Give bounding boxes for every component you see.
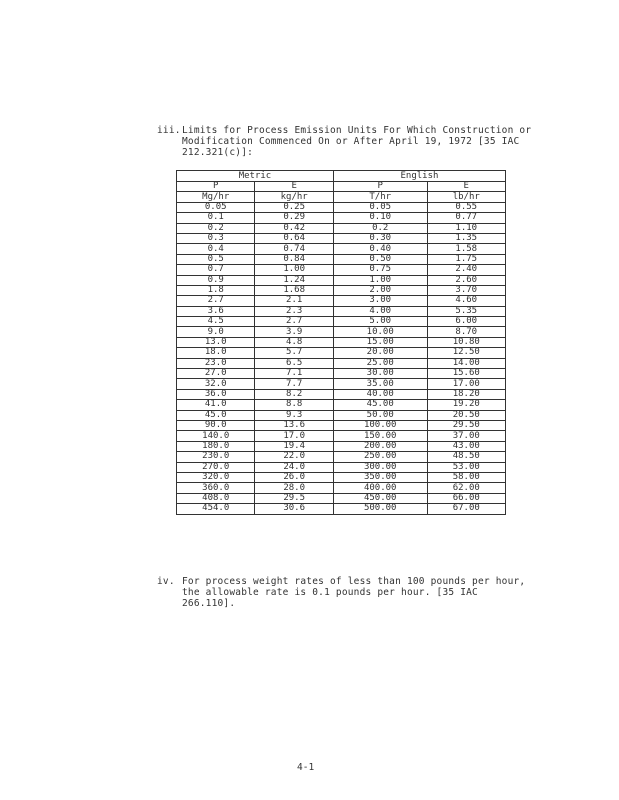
column-header: E bbox=[255, 182, 333, 192]
table-cell: 0.2 bbox=[333, 223, 427, 233]
table-cell: 25.00 bbox=[333, 358, 427, 368]
table-cell: 5.35 bbox=[427, 306, 506, 316]
table-cell: 1.10 bbox=[427, 223, 506, 233]
table-row bbox=[177, 410, 506, 420]
table-row bbox=[177, 306, 506, 316]
table-row bbox=[177, 285, 506, 295]
table-cell: 29.5 bbox=[255, 493, 333, 503]
table-cell: 58.00 bbox=[427, 472, 506, 482]
table-cell: 100.00 bbox=[333, 420, 427, 430]
table-cell: 1.24 bbox=[255, 275, 333, 285]
table-cell: 50.00 bbox=[333, 410, 427, 420]
table-cell: 12.50 bbox=[427, 348, 506, 358]
table-cell: 20.00 bbox=[333, 348, 427, 358]
table-cell: 28.0 bbox=[255, 483, 333, 493]
table-cell: 24.0 bbox=[255, 462, 333, 472]
table-cell: 9.0 bbox=[177, 327, 255, 337]
table-cell: 5.00 bbox=[333, 317, 427, 327]
table-cell: 1.68 bbox=[255, 285, 333, 295]
table-cell: 40.00 bbox=[333, 389, 427, 399]
table-row bbox=[177, 420, 506, 430]
table-cell: 35.00 bbox=[333, 379, 427, 389]
table-cell: 0.84 bbox=[255, 254, 333, 264]
table-cell: 19.20 bbox=[427, 400, 506, 410]
table-cell: 17.00 bbox=[427, 379, 506, 389]
page-number: 4-1 bbox=[297, 762, 315, 773]
table-cell: 7.7 bbox=[255, 379, 333, 389]
table-cell: 41.0 bbox=[177, 400, 255, 410]
table-row bbox=[177, 431, 506, 441]
table-cell: 13.6 bbox=[255, 420, 333, 430]
table-cell: 48.50 bbox=[427, 452, 506, 462]
table-cell: 0.75 bbox=[333, 265, 427, 275]
table-cell: 15.60 bbox=[427, 369, 506, 379]
table-cell: 2.1 bbox=[255, 296, 333, 306]
unit-header: Mg/hr bbox=[177, 192, 255, 202]
table-row bbox=[177, 400, 506, 410]
table-row bbox=[177, 369, 506, 379]
table-row bbox=[177, 296, 506, 306]
table-cell: 3.70 bbox=[427, 285, 506, 295]
table-cell: 0.10 bbox=[333, 213, 427, 223]
table-cell: 45.00 bbox=[333, 400, 427, 410]
table-row bbox=[177, 265, 506, 275]
table-row bbox=[177, 317, 506, 327]
table-cell: 0.50 bbox=[333, 254, 427, 264]
table-cell: 0.05 bbox=[333, 202, 427, 212]
table-cell: 4.60 bbox=[427, 296, 506, 306]
table-cell: 3.6 bbox=[177, 306, 255, 316]
table-cell: 150.00 bbox=[333, 431, 427, 441]
column-header: P bbox=[177, 182, 255, 192]
table-cell: 0.4 bbox=[177, 244, 255, 254]
table-cell: 320.0 bbox=[177, 472, 255, 482]
table-cell: 0.05 bbox=[177, 202, 255, 212]
table-cell: 22.0 bbox=[255, 452, 333, 462]
item-number: iii. bbox=[157, 125, 181, 136]
item-text: Limits for Process Emission Units For Which Construction or Modification Commenced On or After April 19, 1972 [35 IAC 212.321(c)]: bbox=[182, 125, 532, 158]
table-cell: 3.9 bbox=[255, 327, 333, 337]
table-cell: 3.00 bbox=[333, 296, 427, 306]
table-cell: 0.64 bbox=[255, 233, 333, 243]
table-cell: 62.00 bbox=[427, 483, 506, 493]
table-cell: 2.7 bbox=[255, 317, 333, 327]
table-cell: 18.20 bbox=[427, 389, 506, 399]
table-cell: 37.00 bbox=[427, 431, 506, 441]
table-cell: 30.6 bbox=[255, 504, 333, 514]
table-cell: 0.29 bbox=[255, 213, 333, 223]
units-row bbox=[177, 192, 506, 202]
unit-header: lb/hr bbox=[427, 192, 506, 202]
table-cell: 0.1 bbox=[177, 213, 255, 223]
table-cell: 36.0 bbox=[177, 389, 255, 399]
table-cell: 66.00 bbox=[427, 493, 506, 503]
table-row bbox=[177, 223, 506, 233]
table-cell: 6.00 bbox=[427, 317, 506, 327]
table-cell: 300.00 bbox=[333, 462, 427, 472]
table-row bbox=[177, 254, 506, 264]
table-cell: 400.00 bbox=[333, 483, 427, 493]
table-cell: 20.50 bbox=[427, 410, 506, 420]
table-cell: 90.0 bbox=[177, 420, 255, 430]
table-row bbox=[177, 504, 506, 514]
table-cell: 408.0 bbox=[177, 493, 255, 503]
table-cell: 450.00 bbox=[333, 493, 427, 503]
table-row bbox=[177, 483, 506, 493]
table-cell: 140.0 bbox=[177, 431, 255, 441]
table-cell: 26.0 bbox=[255, 472, 333, 482]
table-cell: 7.1 bbox=[255, 369, 333, 379]
table-cell: 500.00 bbox=[333, 504, 427, 514]
table-cell: 15.00 bbox=[333, 337, 427, 347]
table-cell: 454.0 bbox=[177, 504, 255, 514]
table-cell: 4.5 bbox=[177, 317, 255, 327]
table-cell: 0.77 bbox=[427, 213, 506, 223]
table-cell: 1.8 bbox=[177, 285, 255, 295]
column-header-row bbox=[177, 182, 506, 192]
table-cell: 200.00 bbox=[333, 441, 427, 451]
table-cell: 1.00 bbox=[255, 265, 333, 275]
table-cell: 10.00 bbox=[333, 327, 427, 337]
unit-header: kg/hr bbox=[255, 192, 333, 202]
table-cell: 270.0 bbox=[177, 462, 255, 472]
table-cell: 0.3 bbox=[177, 233, 255, 243]
table-cell: 0.7 bbox=[177, 265, 255, 275]
table-cell: 6.5 bbox=[255, 358, 333, 368]
table-cell: 17.0 bbox=[255, 431, 333, 441]
table-row bbox=[177, 452, 506, 462]
table-cell: 0.42 bbox=[255, 223, 333, 233]
table-cell: 2.3 bbox=[255, 306, 333, 316]
table-cell: 18.0 bbox=[177, 348, 255, 358]
table-cell: 8.70 bbox=[427, 327, 506, 337]
table-row bbox=[177, 493, 506, 503]
column-header: E bbox=[427, 182, 506, 192]
table-body bbox=[177, 202, 506, 514]
table-cell: 360.0 bbox=[177, 483, 255, 493]
table-cell: 9.3 bbox=[255, 410, 333, 420]
table-cell: 14.00 bbox=[427, 358, 506, 368]
table-cell: 23.0 bbox=[177, 358, 255, 368]
table-cell: 4.8 bbox=[255, 337, 333, 347]
table-cell: 2.40 bbox=[427, 265, 506, 275]
table-cell: 230.0 bbox=[177, 452, 255, 462]
group-header-row bbox=[177, 171, 506, 182]
table-cell: 43.00 bbox=[427, 441, 506, 451]
table-cell: 67.00 bbox=[427, 504, 506, 514]
table-row bbox=[177, 213, 506, 223]
table-cell: 53.00 bbox=[427, 462, 506, 472]
table-cell: 0.9 bbox=[177, 275, 255, 285]
table-cell: 0.40 bbox=[333, 244, 427, 254]
table-cell: 1.35 bbox=[427, 233, 506, 243]
item-text: For process weight rates of less than 100 pounds per hour, the allowable rate is 0.1 pounds per hour. [35 IAC 266.110]. bbox=[182, 576, 526, 609]
table-cell: 2.00 bbox=[333, 285, 427, 295]
table-row bbox=[177, 337, 506, 347]
table-cell: 0.30 bbox=[333, 233, 427, 243]
table-cell: 45.0 bbox=[177, 410, 255, 420]
table-cell: 8.2 bbox=[255, 389, 333, 399]
table-row bbox=[177, 244, 506, 254]
table-cell: 10.80 bbox=[427, 337, 506, 347]
table-cell: 0.74 bbox=[255, 244, 333, 254]
emission-limits-table bbox=[176, 170, 506, 515]
table-row bbox=[177, 389, 506, 399]
table-row bbox=[177, 348, 506, 358]
table-row bbox=[177, 462, 506, 472]
table-cell: 4.00 bbox=[333, 306, 427, 316]
unit-header: T/hr bbox=[333, 192, 427, 202]
table-cell: 1.58 bbox=[427, 244, 506, 254]
column-header: P bbox=[333, 182, 427, 192]
table-cell: 1.00 bbox=[333, 275, 427, 285]
english-group-header: English bbox=[333, 171, 505, 182]
table-row bbox=[177, 275, 506, 285]
table-cell: 350.00 bbox=[333, 472, 427, 482]
table-row bbox=[177, 327, 506, 337]
table-cell: 0.5 bbox=[177, 254, 255, 264]
table-cell: 0.55 bbox=[427, 202, 506, 212]
table-row bbox=[177, 472, 506, 482]
table-row bbox=[177, 202, 506, 212]
table-cell: 5.7 bbox=[255, 348, 333, 358]
table-cell: 1.75 bbox=[427, 254, 506, 264]
table-cell: 180.0 bbox=[177, 441, 255, 451]
table-cell: 8.8 bbox=[255, 400, 333, 410]
table-cell: 0.2 bbox=[177, 223, 255, 233]
table-cell: 2.60 bbox=[427, 275, 506, 285]
table-cell: 29.50 bbox=[427, 420, 506, 430]
table-row bbox=[177, 441, 506, 451]
metric-group-header: Metric bbox=[177, 171, 334, 182]
table-cell: 0.25 bbox=[255, 202, 333, 212]
table-cell: 13.0 bbox=[177, 337, 255, 347]
table-cell: 2.7 bbox=[177, 296, 255, 306]
table-cell: 19.4 bbox=[255, 441, 333, 451]
table-cell: 30.00 bbox=[333, 369, 427, 379]
table-cell: 32.0 bbox=[177, 379, 255, 389]
table-row bbox=[177, 358, 506, 368]
table-row bbox=[177, 379, 506, 389]
table-cell: 27.0 bbox=[177, 369, 255, 379]
table-row bbox=[177, 233, 506, 243]
item-number: iv. bbox=[157, 576, 175, 587]
table-cell: 250.00 bbox=[333, 452, 427, 462]
